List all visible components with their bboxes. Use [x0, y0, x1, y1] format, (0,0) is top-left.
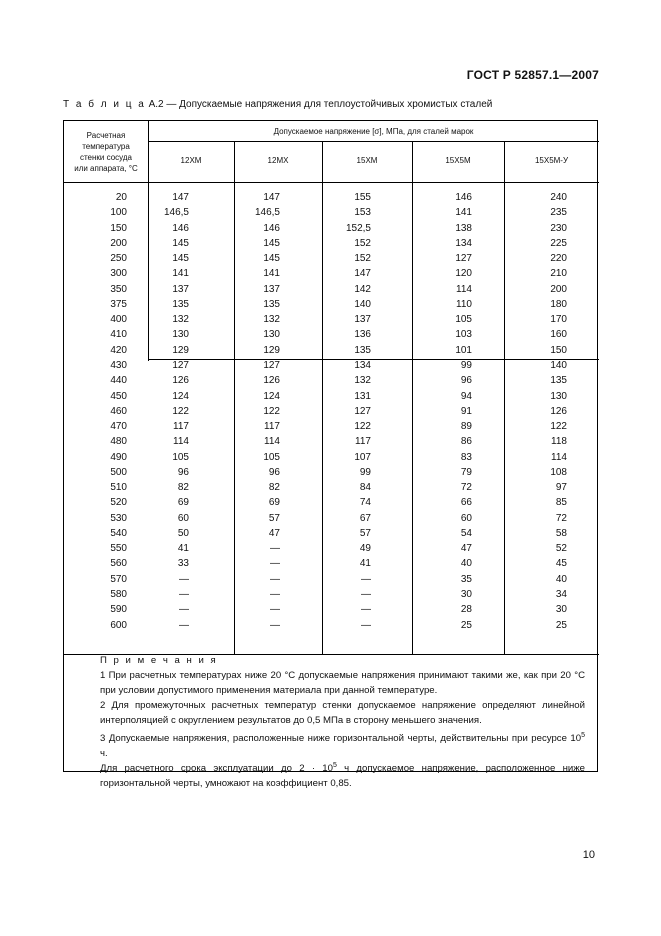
column-header-15x5m: 15Х5М [445, 156, 471, 165]
stress-cell: 146 [172, 222, 189, 234]
temperature-cell: 580 [110, 589, 127, 601]
stress-cell: 146 [455, 192, 472, 203]
temperature-cell: 600 [110, 619, 127, 631]
stress-cell: 152 [354, 253, 371, 265]
stress-cell: 82 [177, 482, 189, 494]
table-row [64, 345, 599, 360]
stress-cell: — [361, 619, 371, 631]
note-3-unit: ч. [100, 747, 108, 759]
stress-cell: 141 [172, 268, 189, 280]
table-row [64, 513, 599, 528]
stress-cell: 40 [460, 558, 472, 570]
stress-cell: — [179, 573, 189, 585]
stress-cell: 33 [177, 558, 189, 570]
stress-cell: 126 [172, 375, 189, 387]
stress-cell: 47 [268, 527, 280, 539]
table-row [64, 482, 599, 497]
stress-cell: 129 [263, 344, 280, 356]
stress-cell: 142 [354, 283, 371, 295]
stress-cell: 140 [550, 359, 567, 371]
stress-cell: 127 [263, 359, 280, 371]
temperature-cell: 510 [110, 482, 127, 494]
stress-cell: 83 [460, 451, 472, 463]
stress-cell: 130 [550, 390, 567, 402]
header-line: температура [82, 142, 130, 151]
stress-cell: 127 [455, 253, 472, 265]
stress-cell: 160 [550, 329, 567, 341]
temperature-cell: 200 [110, 237, 127, 249]
stress-cell: 99 [359, 466, 371, 478]
table-row [64, 268, 599, 283]
table-row [64, 436, 599, 451]
stress-cell: 114 [264, 436, 280, 448]
stress-cell: 132 [172, 314, 189, 326]
stress-cell: 108 [550, 466, 567, 478]
table-row [64, 604, 599, 619]
table-row [64, 223, 599, 238]
temperature-cell: 400 [110, 314, 127, 326]
stress-cell: — [361, 589, 371, 601]
stress-cell: 155 [354, 192, 371, 203]
stress-cell: 220 [550, 253, 567, 265]
table-caption [63, 99, 492, 110]
stress-cell: 35 [460, 573, 472, 585]
header-line: Расчетная [86, 131, 126, 140]
stress-cell: 47 [460, 543, 472, 555]
stress-cell: 34 [555, 589, 567, 601]
temperature-cell: 460 [110, 405, 127, 417]
stress-cell: 127 [354, 405, 371, 417]
table-row [64, 558, 599, 573]
table-row [64, 467, 599, 482]
table-grid-line [148, 141, 599, 142]
stress-cell: 69 [268, 497, 280, 509]
temperature-cell: 570 [110, 573, 127, 585]
stress-cell: 122 [263, 405, 280, 417]
stress-cell: 105 [263, 451, 280, 463]
stress-cell: 117 [264, 421, 280, 433]
temperature-cell: 440 [110, 375, 127, 387]
stress-cell: 134 [354, 359, 371, 371]
temperature-cell: 560 [110, 558, 127, 570]
table-row [64, 360, 599, 375]
stress-cell: 107 [354, 451, 371, 463]
stress-cell: 120 [455, 268, 472, 280]
caption-label: Т а б л и ц а [63, 99, 146, 110]
stress-cell: 147 [354, 268, 371, 280]
notes-title: П р и м е ч а н и я [100, 655, 218, 666]
stress-cell: 84 [359, 482, 371, 494]
stress-cell: 152,5 [345, 222, 371, 234]
table-row [64, 391, 599, 406]
table-row [64, 284, 599, 299]
stress-cell: 72 [460, 482, 472, 494]
stress-cell: 137 [354, 314, 371, 326]
stress-cell: 240 [550, 192, 567, 203]
stress-cell: 135 [354, 344, 371, 356]
stress-cell: — [270, 619, 280, 631]
temperature-cell: 470 [110, 421, 127, 433]
stress-cell: 79 [460, 466, 472, 478]
stress-cell: 45 [555, 558, 567, 570]
stress-cell: — [270, 573, 280, 585]
stress-cell: — [270, 558, 280, 570]
stress-cell: 110 [456, 298, 472, 310]
stress-cell: 66 [460, 497, 472, 509]
stress-cell: 86 [460, 436, 472, 448]
temperature-cell: 150 [110, 222, 127, 234]
caption-title: — Допускаемые напряжения для теплоустойчивых хромистых сталей [163, 99, 493, 110]
stress-cell: 140 [354, 298, 371, 310]
stress-cell: — [179, 604, 189, 616]
stress-cell: 117 [173, 421, 189, 433]
stress-cell: 114 [456, 283, 472, 295]
temperature-cell: 430 [110, 359, 127, 371]
stress-group-header: Допускаемое напряжение [σ], МПа, для сталей марок [273, 127, 474, 136]
temperature-cell: 550 [110, 543, 127, 555]
stress-cell: 134 [455, 237, 472, 249]
stress-cell: 60 [460, 512, 472, 524]
stress-cell: 30 [555, 604, 567, 616]
temperature-cell: 530 [110, 512, 127, 524]
stress-cell: 105 [172, 451, 189, 463]
stress-cell: 200 [550, 283, 567, 295]
stress-cell: 57 [359, 527, 371, 539]
table-row [64, 589, 599, 604]
stress-cell: 52 [555, 543, 567, 555]
table-row [64, 528, 599, 543]
stress-cell: 30 [460, 589, 472, 601]
stress-cell: 28 [460, 604, 472, 616]
stress-cell: 25 [555, 619, 567, 631]
stress-cell: 114 [551, 451, 567, 463]
stress-cell: 114 [173, 436, 189, 448]
stress-cell: 170 [550, 314, 567, 326]
stress-cell: 69 [177, 497, 189, 509]
temperature-cell: 100 [110, 207, 127, 219]
stress-cell: 146 [263, 222, 280, 234]
table-row [64, 543, 599, 558]
stress-cell: 145 [263, 237, 280, 249]
document-header: ГОСТ Р 52857.1—2007 [466, 68, 599, 82]
stress-cell: 152 [354, 237, 371, 249]
stress-cell: 135 [172, 298, 189, 310]
note-1: 1 При расчетных температурах ниже 20 °С допускаемые напряжения принимают такими же, как при 20 °С при условии допустимого применения материала при данной температуре. [100, 670, 585, 696]
stress-cell: 124 [172, 390, 189, 402]
stress-cell: 141 [455, 207, 472, 219]
stress-cell: 145 [263, 253, 280, 265]
stress-cell: 49 [359, 543, 371, 555]
stress-cell: 50 [177, 527, 189, 539]
note-3 [71, 729, 585, 762]
stress-cell: — [361, 573, 371, 585]
stress-cell: 124 [263, 390, 280, 402]
temperature-cell: 480 [110, 436, 127, 448]
stress-cell: — [179, 619, 189, 631]
stress-cell: 101 [455, 344, 472, 356]
stress-cell: 210 [550, 268, 567, 280]
stress-cell: 153 [354, 207, 371, 219]
stress-cell: 118 [551, 436, 567, 448]
table-row [64, 421, 599, 436]
stress-cell: 54 [460, 527, 472, 539]
stress-cell: 146,5 [254, 207, 280, 219]
temperature-cell: 490 [110, 451, 127, 463]
column-header-12xm: 12ХМ [180, 156, 202, 165]
table-row [64, 375, 599, 390]
stress-cell: — [361, 604, 371, 616]
stress-cell: — [270, 543, 280, 555]
temperature-cell: 450 [110, 390, 127, 402]
stress-cell: 147 [172, 192, 189, 203]
stress-cell: 58 [555, 527, 567, 539]
temperature-column-header [64, 130, 148, 174]
stress-cell: 25 [460, 619, 472, 631]
temperature-cell: 500 [110, 466, 127, 478]
table-row [64, 406, 599, 421]
stress-cell: 132 [263, 314, 280, 326]
table-row [64, 452, 599, 467]
note-4 [71, 759, 585, 792]
stress-cell: 225 [550, 237, 567, 249]
note-3-text: 3 Допускаемые напряжения, расположенные ниже горизонтальной черты, действительны при ресурсе 10 [100, 733, 582, 745]
stress-cell: 74 [359, 497, 371, 509]
note-4-text: Для расчетного срока эксплуатации до 2 · 10 [100, 763, 333, 775]
stress-cell: 150 [550, 344, 567, 356]
temperature-cell: 300 [110, 268, 127, 280]
temperature-cell: 410 [110, 329, 127, 341]
stress-cell: — [270, 604, 280, 616]
stress-cell: 141 [263, 268, 280, 280]
temperature-cell: 590 [110, 604, 127, 616]
stress-cell: 67 [359, 512, 371, 524]
temperature-cell: 20 [115, 192, 127, 203]
stress-cell: 99 [460, 359, 472, 371]
stress-cell: 57 [268, 512, 280, 524]
stress-cell: 103 [455, 329, 472, 341]
stress-cell: 132 [354, 375, 371, 387]
stress-cell: 96 [460, 375, 472, 387]
stress-cell: 89 [460, 421, 472, 433]
stress-table [63, 120, 598, 789]
column-header-15xm: 15ХМ [356, 156, 378, 165]
temperature-cell: 375 [110, 298, 127, 310]
stress-cell: 117 [355, 436, 371, 448]
column-header-15x5m-u: 15Х5М-У [534, 156, 569, 165]
stress-cell: 41 [359, 558, 371, 570]
stress-cell: — [179, 589, 189, 601]
temperature-cell: 420 [110, 344, 127, 356]
stress-cell: 230 [550, 222, 567, 234]
stress-cell: 145 [172, 253, 189, 265]
temperature-cell: 350 [110, 283, 127, 295]
stress-cell: 41 [177, 543, 189, 555]
stress-cell: — [270, 589, 280, 601]
stress-cell: 127 [172, 359, 189, 371]
stress-cell: 130 [172, 329, 189, 341]
stress-cell: 122 [550, 421, 567, 433]
stress-cell: 40 [555, 573, 567, 585]
stress-cell: 180 [550, 298, 567, 310]
stress-cell: 135 [263, 298, 280, 310]
note-3-exponent: 5 [581, 732, 585, 739]
stress-cell: 85 [555, 497, 567, 509]
stress-cell: 126 [550, 405, 567, 417]
stress-cell: 147 [263, 192, 280, 203]
stress-cell: 122 [172, 405, 189, 417]
stress-cell: 126 [263, 375, 280, 387]
stress-cell: 96 [268, 466, 280, 478]
stress-cell: 137 [263, 283, 280, 295]
table-row [64, 238, 599, 253]
table-row [64, 299, 599, 314]
stress-cell: 145 [172, 237, 189, 249]
table-row [64, 253, 599, 268]
table-row [64, 314, 599, 329]
stress-cell: 96 [177, 466, 189, 478]
stress-cell: 94 [460, 390, 472, 402]
caption-number: А.2 [148, 99, 164, 110]
temperature-cell: 250 [110, 253, 127, 265]
stress-cell: 72 [555, 512, 567, 524]
temperature-cell: 540 [110, 527, 127, 539]
note-4-exponent: 5 [332, 762, 337, 769]
stress-cell: 91 [460, 405, 472, 417]
stress-cell: 60 [177, 512, 189, 524]
stress-cell: 129 [172, 344, 189, 356]
stress-cell: 105 [455, 314, 472, 326]
note-4-text-end: ч допускаемое напряжение, расположенное ниже горизонтальной черты, умножают на коэффициент 0,85. [100, 763, 586, 789]
table-row [64, 329, 599, 344]
page-number: 10 [582, 849, 595, 861]
table-row [64, 620, 599, 635]
stress-cell: 97 [555, 482, 567, 494]
header-line: стенки сосуда [79, 153, 133, 162]
stress-cell: 130 [263, 329, 280, 341]
header-line: или аппарата, °С [74, 164, 138, 173]
stress-cell: 82 [268, 482, 280, 494]
note-2: 2 Для промежуточных расчетных температур стенки допускаемое напряжение определяют линейной интерполяцией с округлением результатов до 0,5 МПа в сторону меньшего значения. [100, 700, 585, 726]
column-header-12mx: 12МХ [267, 156, 289, 165]
stress-cell: 138 [455, 222, 472, 234]
table-row [64, 497, 599, 512]
stress-cell: 135 [550, 375, 567, 387]
table-row [64, 192, 599, 207]
table-row [64, 574, 599, 589]
stress-cell: 146,5 [163, 207, 189, 219]
stress-cell: 136 [354, 329, 371, 341]
temperature-cell: 520 [110, 497, 127, 509]
stress-cell: 235 [550, 207, 567, 219]
stress-cell: 137 [172, 283, 189, 295]
stress-cell: 131 [354, 390, 371, 402]
table-grid-line [64, 182, 599, 183]
table-row [64, 207, 599, 222]
stress-cell: 122 [354, 421, 371, 433]
